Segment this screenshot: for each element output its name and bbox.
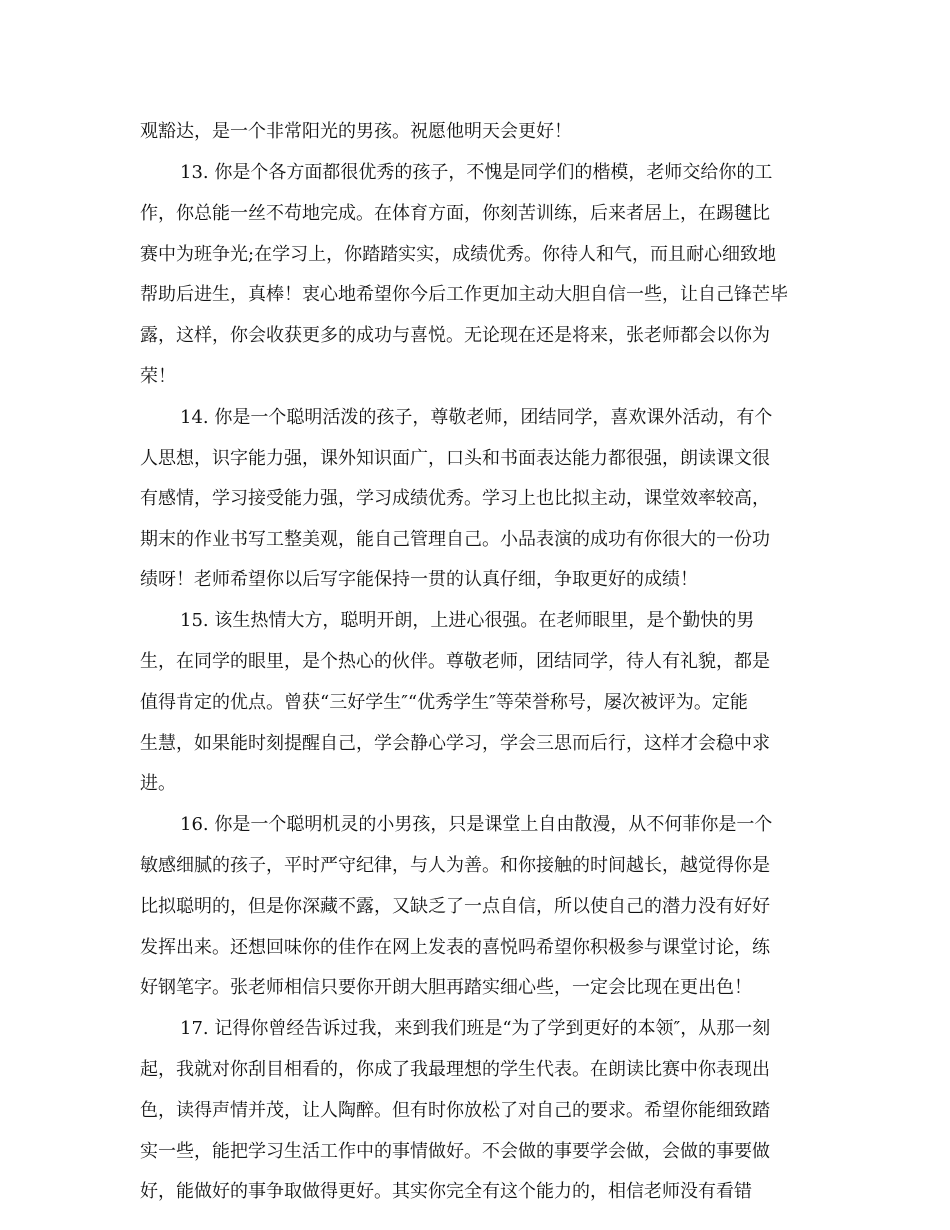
text-line: 生，在同学的眼里，是个热心的伙伴。尊敬老师，团结同学，待人有礼貌，都是	[140, 651, 770, 672]
text-line: 值得肯定的优点。曾获“三好学生″“优秀学生″等荣誉称号，屡次被评为。定能	[140, 692, 748, 713]
text-line: 进。	[140, 773, 176, 794]
text-line: 生慧，如果能时刻提醒自己，学会静心学习，学会三思而后行，这样才会稳中求	[140, 733, 770, 754]
text-line: 观豁达，是一个非常阳光的男孩。祝愿他明天会更好！	[140, 121, 572, 142]
text-line: 帮助后进生，真棒！衷心地希望你今后工作更加主动大胆自信一些，让自己锋芒毕	[140, 284, 788, 305]
text-line: 好钢笔字。张老师相信只要你开朗大胆再踏实细心些，一定会比现在更出色！	[140, 977, 752, 998]
text-line: 好，能做好的事争取做得更好。其实你完全有这个能力的，相信老师没有看错	[140, 1181, 752, 1202]
paragraph-17-first-line: 17. 记得你曾经告诉过我，来到我们班是“为了学到更好的本领″，从那一刻	[180, 1018, 771, 1039]
text-line: 有感情，学习接受能力强，学习成绩优秀。学习上也比拟主动，课堂效率较高，	[140, 488, 770, 509]
text-line: 敏感细腻的孩子，平时严守纪律，与人为善。和你接触的时间越长，越觉得你是	[140, 855, 770, 876]
text-line: 实一些，能把学习生活工作中的事情做好。不会做的事要学会做，会做的事要做	[140, 1141, 770, 1162]
text-line: 绩呀！老师希望你以后写字能保持一贯的认真仔细，争取更好的成绩！	[140, 569, 698, 590]
text-line: 色，读得声情并茂，让人陶醉。但有时你放松了对自己的要求。希望你能细致踏	[140, 1100, 770, 1121]
text-line: 比拟聪明的，但是你深藏不露，又缺乏了一点自信，所以使自己的潜力没有好好	[140, 896, 770, 917]
paragraph-14-first-line: 14. 你是一个聪明活泼的孩子，尊敬老师，团结同学，喜欢课外活动，有个	[180, 407, 773, 428]
text-line: 期末的作业书写工整美观，能自己管理自己。小品表演的成功有你很大的一份功	[140, 529, 770, 550]
text-line: 起，我就对你刮目相看的，你成了我最理想的学生代表。在朗读比赛中你表现出	[140, 1059, 770, 1080]
paragraph-13-first-line: 13. 你是个各方面都很优秀的孩子，不愧是同学们的楷模，老师交给你的工	[180, 162, 773, 183]
text-line: 荣！	[140, 366, 176, 387]
text-line: 人思想，识字能力强，课外知识面广，口头和书面表达能力都很强，朗读课文很	[140, 448, 770, 469]
text-line: 赛中为班争光;在学习上，你踏踏实实，成绩优秀。你待人和气，而且耐心细致地	[140, 244, 777, 265]
paragraph-16-first-line: 16. 你是一个聪明机灵的小男孩，只是课堂上自由散漫，从不何菲你是一个	[180, 814, 773, 835]
text-line: 发挥出来。还想回味你的佳作在网上发表的喜悦吗希望你积极参与课堂讨论，练	[140, 937, 770, 958]
text-line: 露，这样，你会收获更多的成功与喜悦。无论现在还是将来，张老师都会以你为	[140, 325, 770, 346]
paragraph-15-first-line: 15. 该生热情大方，聪明开朗，上进心很强。在老师眼里，是个勤快的男	[180, 610, 755, 631]
text-line: 作，你总能一丝不苟地完成。在体育方面，你刻苦训练，后来者居上，在踢毽比	[140, 203, 770, 224]
